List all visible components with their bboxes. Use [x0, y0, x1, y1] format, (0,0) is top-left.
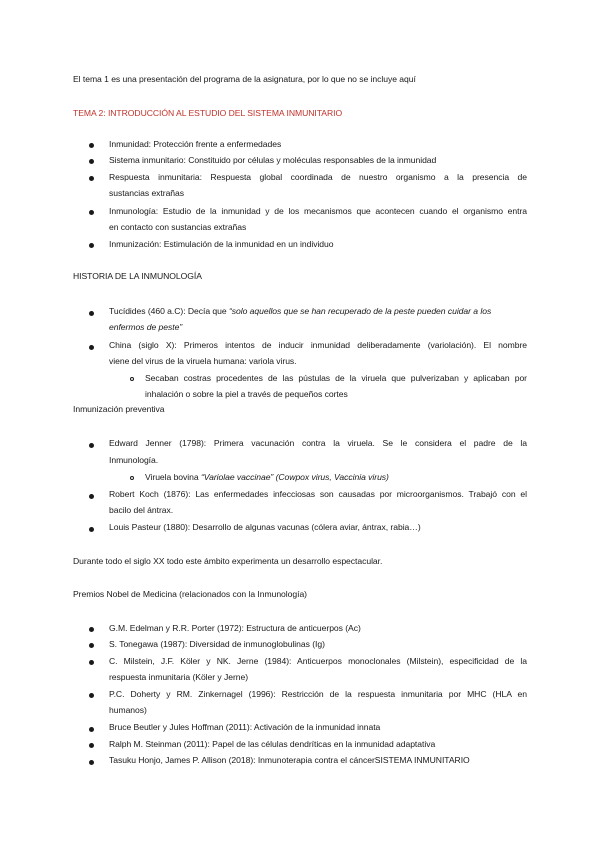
inmunizacion-jenner-cont: Inmunología.: [109, 455, 159, 465]
bullet-icon: [89, 311, 94, 316]
inmunizacion-koch-cont: bacilo del ántrax.: [109, 505, 174, 515]
nobel-steinman: Ralph M. Steinman (2011): Papel de las células dendríticas en la inmunidad adaptativa: [109, 739, 436, 749]
nobel-milstein-cont: respuesta inmunitaria (Köler y Jerne): [109, 672, 249, 682]
nobel-tonegawa: S. Tonegawa (1987): Diversidad de inmunoglobulinas (Ig): [109, 639, 325, 649]
bullet-icon: [89, 176, 94, 181]
nobel-title: Premios Nobel de Medicina (relacionados con la Inmunología): [73, 589, 307, 599]
cowpox-virus: (Cowpox virus, Vaccinia virus): [273, 472, 389, 482]
historia-tucidides: [109, 306, 527, 317]
bullet-icon: [89, 494, 94, 499]
inmunizacion-pasteur: Louis Pasteur (1880): Desarrollo de algunas vacunas (cólera aviar, ántrax, rabia…): [109, 522, 421, 532]
bullet-icon: [89, 743, 94, 748]
nobel-beutler: Bruce Beutler y Jules Hoffman (2011): Activación de la inmunidad innata: [109, 722, 381, 732]
inmunizacion-title: Inmunización preventiva: [73, 404, 165, 414]
historia-china-cont: viene del virus de la viruela humana: variola virus.: [109, 356, 297, 366]
inmunizacion-koch: Robert Koch (1876): Las enfermedades infecciosas son causadas por microorganismos. Trabajó con el: [109, 489, 527, 499]
siglo-xx-text: Durante todo el siglo XX todo este ámbito experimenta un desarrollo espectacular.: [73, 556, 383, 566]
bullet-icon: [89, 660, 94, 665]
bullet-icon: [89, 760, 94, 765]
bullet-icon: [89, 143, 94, 148]
definition-inmunologia: Inmunología: Estudio de la inmunidad y de los mecanismos que acontecen cuando el organismo entra: [109, 206, 527, 216]
definition-sistema: Sistema inmunitario: Constituido por células y moléculas responsables de la inmunidad: [109, 155, 437, 165]
bullet-icon: [89, 527, 94, 532]
definition-respuesta: Respuesta inmunitaria: Respuesta global coordinada de nuestro organismo a la presencia de: [109, 172, 527, 182]
tucidides-quote-cont: enfermos de peste”: [109, 322, 183, 332]
variolae-vaccinae: “Variolae vaccinae”: [200, 472, 274, 482]
bullet-icon: [89, 159, 94, 164]
tucidides-quote: “solo aquellos que se han recuperado de la peste pueden cuidar a los: [228, 306, 492, 316]
historia-tucidides-cont: [109, 322, 182, 333]
tucidides-label: Tucídides (460 a.C): Decía que: [109, 306, 229, 316]
nobel-milstein: C. Milstein, J.F. Köler y NK. Jerne (1984): Anticuerpos monoclonales (Milstein), especificidad de la: [109, 656, 527, 666]
bullet-icon: [89, 443, 94, 448]
nobel-doherty: P.C. Doherty y RM. Zinkernagel (1996): Restricción de la respuesta inmunitaria por MHC (HLA en: [109, 689, 527, 699]
inmunizacion-jenner-sub: [145, 472, 389, 483]
nobel-honjo: Tasuku Honjo, James P. Allison (2018): Inmunoterapia contra el cáncerSISTEMA INMUNITARIO: [109, 755, 470, 765]
historia-china-sub: Secaban costras procedentes de las pústulas de la viruela que pulverizaban y aplicaban por: [145, 373, 527, 383]
bullet-icon: [89, 627, 94, 632]
historia-title: HISTORIA DE LA INMUNOLOGÍA: [73, 271, 202, 281]
definition-respuesta-cont: sustancias extrañas: [109, 188, 185, 198]
tema2-title: TEMA 2: INTRODUCCIÓN AL ESTUDIO DEL SISTEMA INMUNITARIO: [73, 108, 343, 118]
intro-text: El tema 1 es una presentación del programa de la asignatura, por lo que no se incluye aquí: [73, 74, 416, 84]
definition-inmunizacion: Inmunización: Estimulación de la inmunidad en un individuo: [109, 239, 334, 249]
viruela-bovina-label: Viruela bovina: [145, 472, 201, 482]
definition-inmunologia-cont: en contacto con sustancias extrañas: [109, 222, 247, 232]
bullet-icon: [89, 693, 94, 698]
bullet-icon: [89, 345, 94, 350]
circle-bullet-icon: [130, 476, 134, 480]
inmunizacion-jenner: Edward Jenner (1798): Primera vacunación contra la viruela. Se le considera el padre de la: [109, 438, 527, 448]
historia-china: China (siglo X): Primeros intentos de inducir inmunidad deliberadamente (variolación). El nombre: [109, 340, 527, 350]
circle-bullet-icon: [130, 377, 134, 381]
bullet-icon: [89, 210, 94, 215]
bullet-icon: [89, 643, 94, 648]
bullet-icon: [89, 243, 94, 248]
nobel-edelman: G.M. Edelman y R.R. Porter (1972): Estructura de anticuerpos (Ac): [109, 623, 361, 633]
nobel-doherty-cont: humanos): [109, 705, 147, 715]
bullet-icon: [89, 727, 94, 732]
definition-inmunidad: Inmunidad: Protección frente a enfermedades: [109, 139, 282, 149]
historia-china-sub-cont: inhalación o sobre la piel a través de pequeños cortes: [145, 389, 348, 399]
